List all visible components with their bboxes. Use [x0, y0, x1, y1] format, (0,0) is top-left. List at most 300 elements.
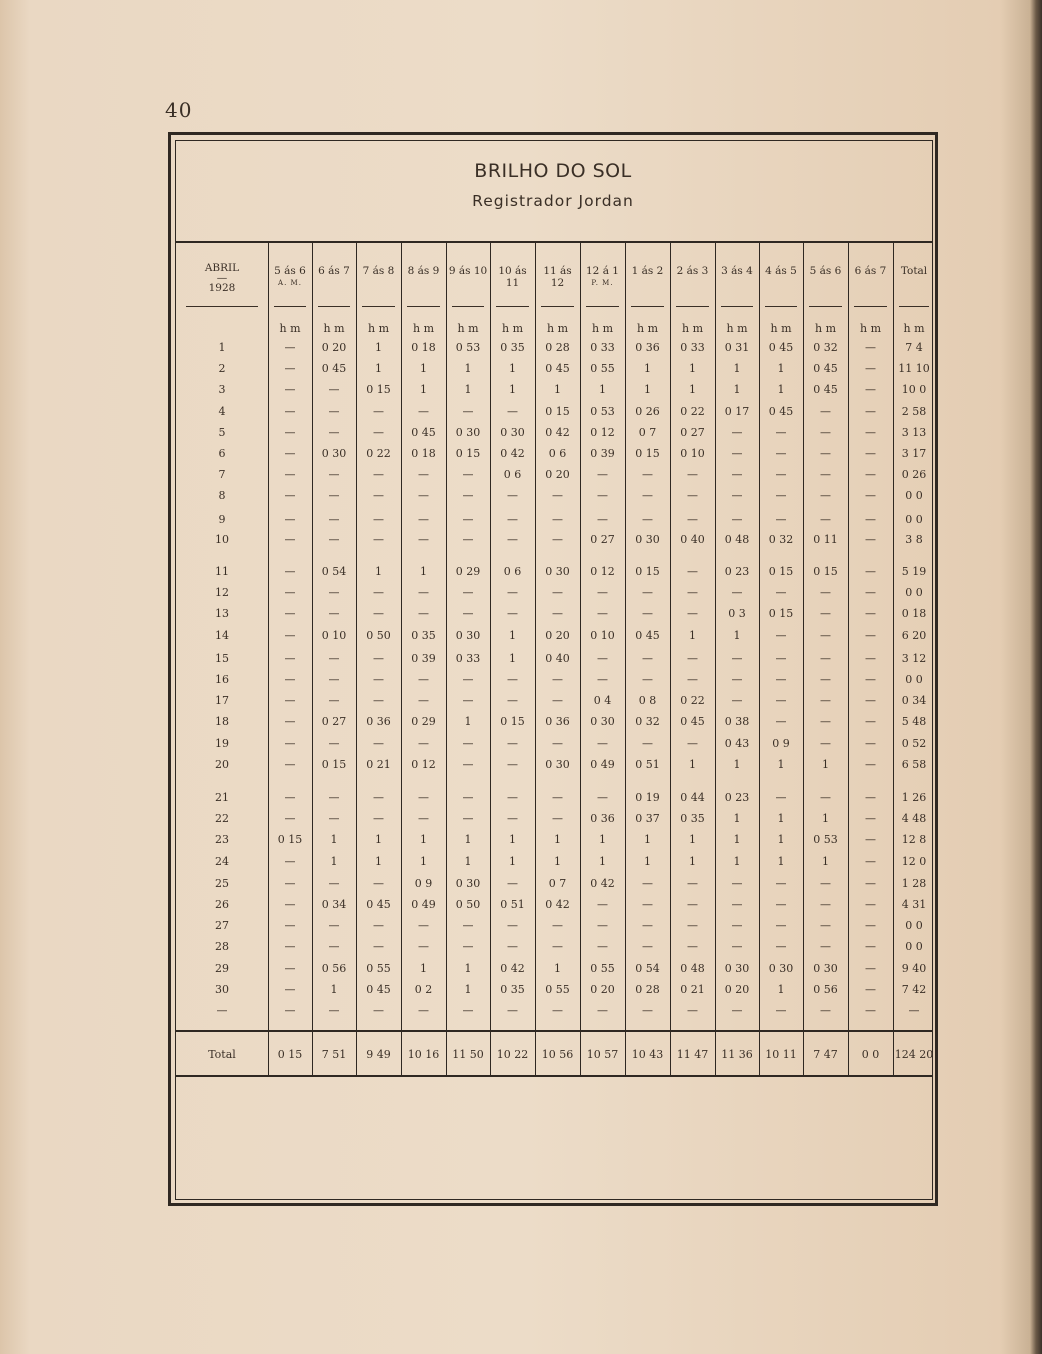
header-underline [676, 306, 709, 307]
table-cell: — [284, 447, 296, 460]
table-cell: — [865, 362, 876, 375]
table-cell: — [775, 468, 787, 481]
table-cell: 0 48 [724, 533, 750, 546]
table-cell: — [731, 468, 743, 481]
table-cell: — [462, 533, 474, 546]
table-cell: 1 [375, 833, 382, 846]
table-cell: — [597, 513, 608, 526]
table-cell: 1 [464, 855, 472, 868]
table-cell: — [284, 898, 296, 911]
header-underline [854, 306, 887, 307]
table-cell: — [552, 673, 563, 686]
table-cell: 6 20 [901, 629, 927, 642]
table-cell: 0 32 [813, 341, 838, 354]
table-cell: 1 [464, 983, 472, 996]
table-cell: 0 45 [635, 629, 660, 642]
table-cell: 1 [777, 833, 785, 846]
table-cell: 0 53 [455, 341, 481, 354]
table-cell: — [507, 737, 518, 750]
table-cell: 1 [554, 962, 561, 975]
table-cell: — [507, 673, 518, 686]
table-cell: 4 48 [901, 812, 927, 825]
table-cell: — [373, 489, 384, 502]
table-cell: 1 [375, 341, 382, 354]
table-cell: — [462, 468, 474, 481]
table-cell: — [284, 962, 296, 975]
table-cell: 1 [509, 855, 516, 868]
table-cell: — [865, 1004, 876, 1017]
table-cell: — [328, 513, 340, 526]
table-cell: — [731, 919, 743, 932]
column-header [580, 265, 625, 289]
table-cell: — [820, 447, 831, 460]
day-label: 4 [218, 405, 226, 418]
day-label: 6 [218, 447, 226, 460]
column-header-label: 2 ás 3 [676, 265, 709, 277]
table-cell: — [462, 489, 474, 502]
table-cell: — [820, 607, 831, 620]
table-cell: 0 29 [411, 715, 436, 728]
table-cell: — [775, 715, 787, 728]
day-label: 13 [215, 607, 229, 620]
table-cell: 1 [777, 383, 785, 396]
table-cell: — [284, 877, 296, 890]
total-bottom-rule [175, 1075, 933, 1077]
table-cell: — [328, 489, 340, 502]
day-label: 25 [215, 877, 229, 890]
table-cell: — [418, 694, 429, 707]
table-cell: — [552, 694, 563, 707]
column-header-label: 10 ás 11 [498, 265, 527, 289]
units-label: h m [859, 322, 881, 335]
table-cell: 1 [509, 652, 516, 665]
table-cell: — [462, 586, 474, 599]
table-cell: 0 51 [635, 758, 660, 771]
column-header-label: 12 á 1 [586, 265, 619, 277]
table-cell: — [328, 673, 340, 686]
table-cell: 0 15 [366, 383, 391, 396]
table-cell: — [552, 791, 563, 804]
table-cell: 0 30 [321, 447, 347, 460]
day-label: 22 [215, 812, 229, 825]
table-cell: — [775, 652, 787, 665]
table-cell: 4 31 [901, 898, 927, 911]
table-cell: 1 [822, 812, 829, 825]
table-cell: — [418, 468, 429, 481]
units-label: h m [546, 322, 568, 335]
table-cell: — [642, 489, 653, 502]
table-cell: — [687, 513, 698, 526]
table-cell: 0 39 [590, 447, 615, 460]
total-row-label: Total [208, 1048, 236, 1061]
table-cell: — [284, 513, 296, 526]
table-cell: — [865, 468, 876, 481]
table-cell: — [731, 877, 743, 890]
table-cell: 0 49 [590, 758, 615, 771]
table-cell: — [284, 652, 296, 665]
table-cell: — [373, 607, 384, 620]
table-cell: 0 34 [901, 694, 927, 707]
table-cell: — [373, 1004, 384, 1017]
table-cell: 1 [644, 383, 651, 396]
table-cell: 12 0 [901, 855, 927, 868]
table-cell: 0 36 [366, 715, 391, 728]
column-header-label: 3 ás 4 [721, 265, 753, 277]
table-cell: — [418, 737, 429, 750]
table-cell: 0 52 [901, 737, 927, 750]
column-header-label: 4 ás 5 [765, 265, 797, 277]
total-cell: 10 11 [765, 1048, 797, 1061]
table-cell: 7 42 [901, 983, 927, 996]
table-cell: 0 4 [593, 694, 612, 707]
table-cell: — [507, 513, 518, 526]
table-cell: 0 15 [768, 607, 794, 620]
table-cell: 0 38 [724, 715, 750, 728]
table-cell: 0 50 [366, 629, 391, 642]
table-cell: — [597, 489, 608, 502]
table-cell: 1 [509, 629, 516, 642]
table-cell: — [373, 405, 384, 418]
table-cell: — [462, 694, 474, 707]
table-cell: 0 31 [724, 341, 750, 354]
table-cell: 0 33 [680, 341, 705, 354]
table-cell: — [908, 1004, 920, 1017]
table-cell: — [820, 791, 831, 804]
table-cell: — [775, 940, 787, 953]
table-cell: 6 58 [901, 758, 927, 771]
table-cell: 0 15 [455, 447, 481, 460]
table-cell: 1 [733, 629, 741, 642]
table-cell: — [284, 426, 296, 439]
table-cell: 1 [554, 855, 561, 868]
table-cell: — [731, 489, 743, 502]
table-cell: 0 18 [411, 447, 436, 460]
table-cell: — [552, 812, 563, 825]
day-label: 9 [218, 513, 226, 526]
column-header [312, 265, 356, 277]
table-cell: 1 [644, 855, 651, 868]
table-cell: — [418, 533, 429, 546]
table-cell: 0 39 [411, 652, 436, 665]
day-label: 8 [218, 489, 226, 502]
column-header [670, 265, 715, 277]
table-cell: 0 7 [548, 877, 567, 890]
day-label: 20 [215, 758, 229, 771]
table-cell: — [373, 673, 384, 686]
table-cell: 0 35 [680, 812, 705, 825]
column-header-label: 9 ás 10 [448, 265, 488, 277]
table-cell: — [284, 362, 296, 375]
table-cell: — [865, 919, 876, 932]
table-cell: 0 29 [455, 565, 481, 578]
table-cell: 0 49 [411, 898, 436, 911]
table-cell: 0 9 [772, 737, 790, 750]
table-cell: 0 51 [500, 898, 525, 911]
table-cell: — [865, 855, 876, 868]
table-cell: — [775, 898, 787, 911]
units-label: h m [903, 322, 925, 335]
table-cell: — [642, 468, 653, 481]
table-cell: 0 18 [901, 607, 927, 620]
table-cell: — [731, 586, 743, 599]
table-cell: 0 26 [901, 468, 927, 481]
table-cell: 0 6 [503, 468, 522, 481]
day-label: 28 [215, 940, 229, 953]
table-cell: 1 [375, 362, 382, 375]
table-cell: 0 45 [321, 362, 347, 375]
table-cell: — [552, 940, 563, 953]
table-cell: — [284, 758, 296, 771]
table-cell: 0 48 [680, 962, 705, 975]
column-header-label: 5 ás 6 [274, 265, 306, 277]
table-cell: 0 45 [768, 341, 794, 354]
table-cell: 0 36 [545, 715, 570, 728]
table-cell: — [284, 565, 296, 578]
header-underline [809, 306, 842, 307]
table-cell: 0 34 [321, 898, 347, 911]
total-cell: 10 56 [541, 1048, 574, 1061]
table-cell: — [687, 673, 698, 686]
table-cell: — [284, 341, 296, 354]
table-cell: 1 [509, 362, 516, 375]
table-cell: 0 28 [635, 983, 660, 996]
table-cell: — [373, 533, 384, 546]
table-cell: 0 22 [366, 447, 391, 460]
table-cell: — [328, 652, 340, 665]
table-cell: 0 36 [635, 341, 660, 354]
table-cell: 0 55 [366, 962, 391, 975]
table-cell: — [507, 586, 518, 599]
table-cell: 1 [420, 383, 427, 396]
table-cell: 1 [330, 833, 338, 846]
year-label: 1928 [208, 282, 236, 294]
total-cell: 10 57 [586, 1048, 619, 1061]
table-cell: 1 [689, 362, 696, 375]
table-cell: — [373, 877, 384, 890]
table-cell: 5 48 [901, 715, 927, 728]
table-cell: 0 30 [545, 758, 570, 771]
table-cell: — [328, 533, 340, 546]
table-cell: — [731, 652, 743, 665]
table-cell: — [552, 737, 563, 750]
column-header-label: 8 ás 9 [407, 265, 440, 277]
table-cell: — [642, 898, 653, 911]
table-cell: 1 [689, 855, 696, 868]
table-cell: 1 [330, 855, 338, 868]
table-cell: 0 22 [680, 694, 705, 707]
table-cell: — [507, 489, 518, 502]
table-cell: — [462, 405, 474, 418]
month-label: ABRIL [204, 262, 240, 274]
units-label: h m [770, 322, 792, 335]
table-cell: — [552, 513, 563, 526]
table-cell: — [642, 586, 653, 599]
table-cell: — [865, 833, 876, 846]
units-label: h m [591, 322, 613, 335]
table-cell: — [507, 533, 518, 546]
table-cell: — [328, 877, 340, 890]
table-cell: 0 32 [768, 533, 794, 546]
month-dash: — [216, 272, 228, 284]
table-cell: — [820, 737, 831, 750]
table-cell: 0 40 [545, 652, 570, 665]
table-cell: 0 53 [813, 833, 838, 846]
table-cell: 1 [689, 383, 696, 396]
table-cell: — [284, 607, 296, 620]
table-cell: 0 10 [321, 629, 347, 642]
table-cell: — [597, 468, 608, 481]
column-header [446, 265, 490, 277]
table-cell: 0 6 [503, 565, 522, 578]
table-cell: — [820, 1004, 831, 1017]
table-cell: 1 [330, 983, 338, 996]
table-cell: 0 42 [545, 426, 570, 439]
table-cell: 0 10 [590, 629, 615, 642]
table-cell: — [597, 940, 608, 953]
column-header-label: 6 ás 7 [318, 265, 350, 277]
table-cell: 1 26 [901, 791, 927, 804]
table-cell: — [820, 877, 831, 890]
table-cell: — [642, 940, 653, 953]
table-cell: — [328, 405, 340, 418]
total-cell: 10 22 [496, 1048, 529, 1061]
table-cell: — [865, 447, 876, 460]
table-cell: — [328, 1004, 340, 1017]
table-cell: — [328, 919, 340, 932]
table-cell: — [328, 426, 340, 439]
table-cell: 1 [644, 362, 651, 375]
table-cell: — [865, 489, 876, 502]
table-cell: — [328, 737, 340, 750]
table-cell: — [507, 607, 518, 620]
table-cell: 1 [420, 962, 427, 975]
table-cell: — [731, 447, 743, 460]
day-label: 26 [215, 898, 229, 911]
table-cell: 0 45 [680, 715, 705, 728]
table-cell: 0 35 [500, 341, 525, 354]
table-cell: — [865, 383, 876, 396]
table-cell: — [284, 405, 296, 418]
table-cell: — [731, 673, 743, 686]
table-cell: 0 35 [500, 983, 525, 996]
table-cell: — [284, 694, 296, 707]
table-cell: — [462, 513, 474, 526]
table-cell: — [820, 652, 831, 665]
table-cell: — [820, 629, 831, 642]
table-cell: — [820, 940, 831, 953]
table-cell: — [462, 607, 474, 620]
table-cell: 11 10 [898, 362, 930, 375]
day-label: 17 [215, 694, 229, 707]
table-cell: 1 [599, 833, 606, 846]
table-cell: 0 50 [455, 898, 481, 911]
table-cell: 0 45 [366, 898, 391, 911]
total-cell: 7 51 [321, 1048, 347, 1061]
table-cell: — [865, 791, 876, 804]
column-header-label: 5 ás 6 [809, 265, 842, 277]
table-cell: — [507, 919, 518, 932]
table-cell: — [775, 877, 787, 890]
column-header [715, 265, 759, 277]
table-cell: 1 [777, 855, 785, 868]
day-label: 3 [218, 383, 226, 396]
table-cell: — [865, 898, 876, 911]
table-cell: — [284, 715, 296, 728]
table-cell: — [552, 586, 563, 599]
table-cell: — [775, 673, 787, 686]
table-cell: 0 45 [813, 362, 838, 375]
table-cell: 0 23 [724, 565, 750, 578]
column-header-label: 1 ás 2 [631, 265, 664, 277]
table-cell: 1 [644, 833, 651, 846]
table-cell: — [687, 607, 698, 620]
table-cell: 0 15 [500, 715, 525, 728]
table-cell: — [284, 812, 296, 825]
table-cell: — [552, 919, 563, 932]
table-cell: — [865, 715, 876, 728]
table-cell: 1 [464, 362, 472, 375]
header-underline [541, 306, 574, 307]
table-cell: 1 [733, 812, 741, 825]
column-header-note: P. M. [591, 279, 614, 287]
table-cell: — [775, 513, 787, 526]
table-cell: 0 54 [635, 962, 660, 975]
table-cell: 0 30 [724, 962, 750, 975]
table-cell: — [731, 898, 743, 911]
table-cell: — [462, 791, 474, 804]
table-cell: — [373, 919, 384, 932]
day-label: 18 [215, 715, 229, 728]
table-cell: 0 21 [366, 758, 391, 771]
table-cell: 0 23 [724, 791, 750, 804]
table-cell: 0 36 [590, 812, 615, 825]
table-cell: 0 11 [813, 533, 838, 546]
table-cell: 0 30 [500, 426, 525, 439]
day-label: 12 [215, 586, 229, 599]
table-cell: — [820, 468, 831, 481]
table-cell: — [328, 607, 340, 620]
table-cell: 0 0 [905, 940, 923, 953]
table-cell: — [687, 877, 698, 890]
table-cell: — [552, 533, 563, 546]
table-cell: 0 40 [680, 533, 705, 546]
table-cell: 0 33 [455, 652, 481, 665]
table-cell: 0 27 [321, 715, 347, 728]
day-label: 23 [215, 833, 229, 846]
table-cell: 1 [733, 758, 741, 771]
table-cell: — [597, 898, 608, 911]
table-cell: — [373, 737, 384, 750]
day-label: 16 [215, 673, 229, 686]
table-cell: — [687, 586, 698, 599]
table-cell: 0 45 [411, 426, 436, 439]
table-cell: 0 15 [277, 833, 303, 846]
table-cell: 0 53 [590, 405, 615, 418]
table-cell: — [418, 513, 429, 526]
table-cell: — [284, 489, 296, 502]
table-cell: 0 30 [545, 565, 570, 578]
table-cell: 0 27 [590, 533, 615, 546]
table-cell: — [820, 513, 831, 526]
column-header [356, 265, 401, 277]
table-cell: — [462, 758, 474, 771]
table-cell: 0 30 [455, 426, 481, 439]
table-cell: — [687, 1004, 698, 1017]
table-cell: — [284, 533, 296, 546]
table-cell: 0 0 [905, 489, 923, 502]
table-cell: 0 19 [635, 791, 660, 804]
table-cell: — [373, 940, 384, 953]
